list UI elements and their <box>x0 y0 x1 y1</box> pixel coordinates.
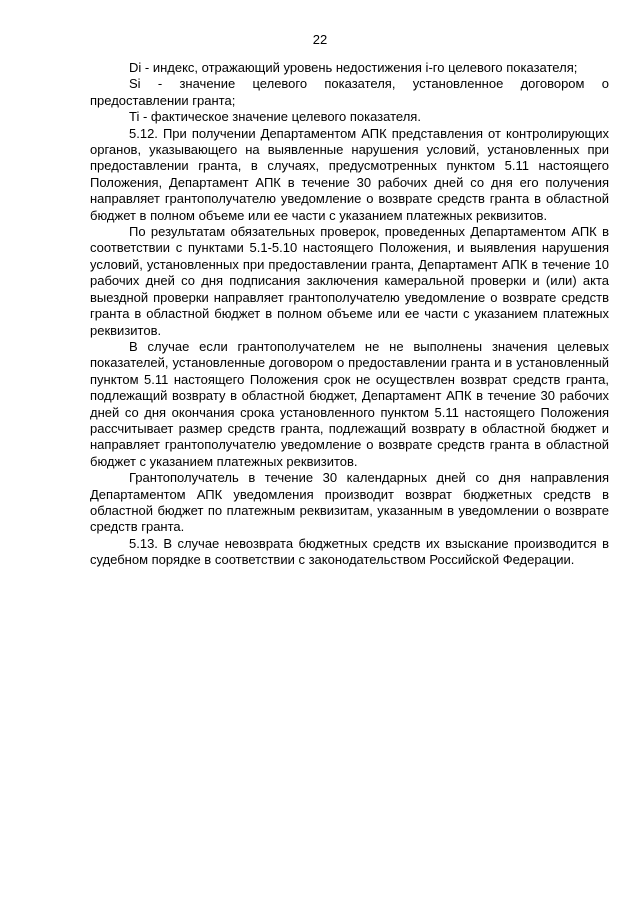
paragraph-si-definition: Si - значение целевого показателя, установленное договором о предоставлении гранта; <box>90 76 609 108</box>
page-number: 22 <box>312 32 328 47</box>
paragraph-clause-5-13: 5.13. В случае невозврата бюджетных средств их взыскание производится в судебном порядке в соответствии с законодательством Российской Федерации. <box>90 535 609 568</box>
paragraph-targets-not-met: В случае если грантополучателем не не выполнены значения целевых показателей, установленные договором о предоставлении гранта и в установленный пунктом 5.11 настоящего Положения срок не осуществлен возврат средств гранта, подлежащий возврату в областной бюджет, Департамент АПК в течение 30 рабочих дней со дня окончания срока установленного пунктом 5.11 настоящего Положения рассчитывает размер средств гранта, подлежащий возврату в областной бюджет и направляет грантополучателю уведомление о возврате средств гранта в областной бюджет с указанием платежных реквизитов. <box>90 338 609 469</box>
paragraph-refund-deadline: Грантополучатель в течение 30 календарных дней со дня направления Департаментом АПК уведомления производит возврат бюджетных средств в областной бюджет по платежным реквизитам, указанным в уведомлении о возврате средств гранта. <box>90 470 609 535</box>
document-body <box>90 60 609 569</box>
paragraph-di-definition: Di - индекс, отражающий уровень недостижения i-го целевого показателя; <box>129 60 578 75</box>
paragraph-inspection-results: По результатам обязательных проверок, проведенных Департаментом АПК в соответствии с пунктами 5.1-5.10 настоящего Положения, и выявления нарушения условий, установленных при предоставлении гранта, Департамент АПК в течение 10 рабочих дней со дня подписания заключения камеральной проверки и (или) акта выездной проверки направляет грантополучателю уведомление о возврате средств гранта в областной бюджет в полном объеме или ее части с указанием платежных реквизитов. <box>90 224 609 338</box>
paragraph-clause-5-12: 5.12. При получении Департаментом АПК представления от контролирующих органов, указывающего на выявленные нарушения условий, установленных при предоставлении гранта, в случаях, предусмотренных пунктом 5.11 настоящего Положения, Департамент АПК в течение 30 рабочих дней со дня его получения направляет грантополучателю уведомление о возврате средств гранта в областной бюджет в полном объеме или ее части с указанием платежных реквизитов. <box>90 125 609 223</box>
paragraph-ti-definition: Ti - фактическое значение целевого показателя. <box>129 109 421 125</box>
